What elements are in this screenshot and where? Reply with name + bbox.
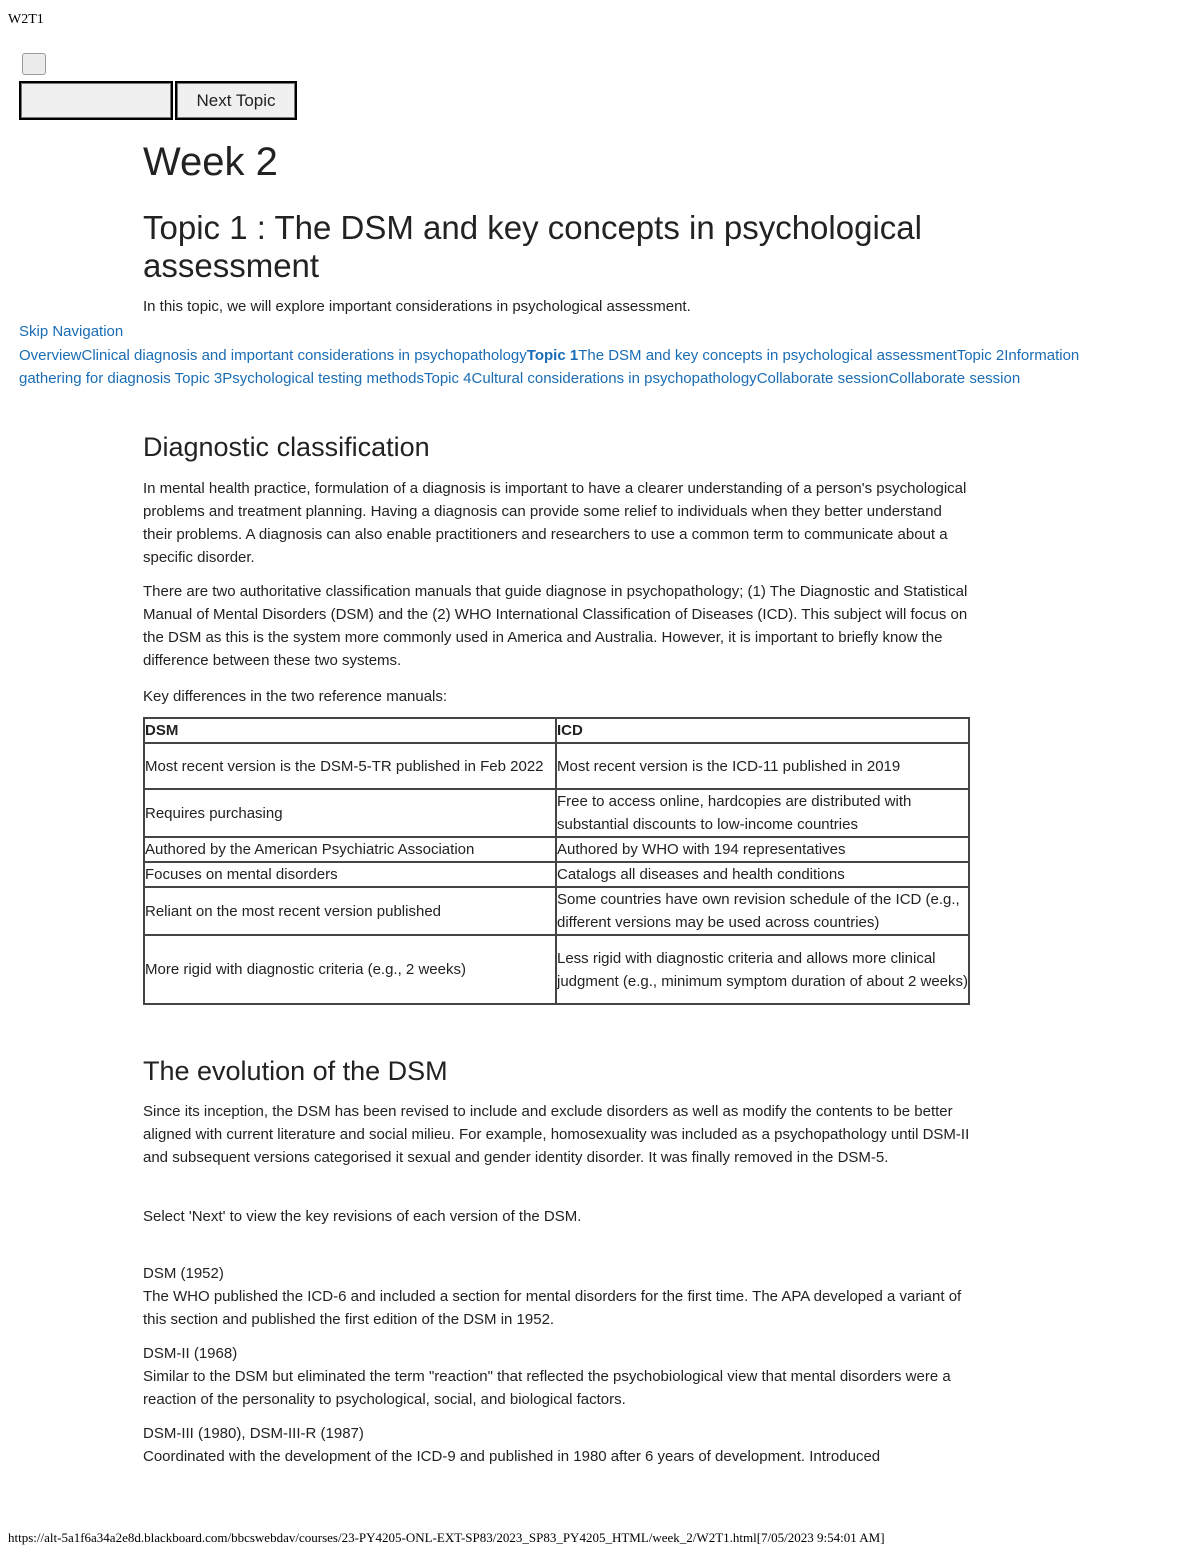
table-cell-dsm: More rigid with diagnostic criteria (e.g., 2 weeks) (144, 935, 556, 1004)
revision-item (143, 1262, 973, 1331)
nav-link-collaborate-session-1[interactable]: Collaborate session (756, 369, 889, 387)
revision-item (143, 1422, 973, 1468)
select-next-instruction: Select 'Next' to view the key revisions of each version of the DSM. (143, 1208, 582, 1225)
table-row (144, 935, 969, 1004)
nav-link-topic-4[interactable]: Topic 4 (423, 369, 472, 387)
table-cell-icd: Some countries have own revision schedule of the ICD (e.g., different versions may be used across countries) (556, 887, 969, 935)
revision-description: Coordinated with the development of the ICD-9 and published in 1980 after 6 years of development. Introduced (143, 1448, 881, 1465)
nav-link-overview[interactable]: Overview (19, 347, 82, 364)
revision-item (143, 1342, 973, 1411)
nav-link-information-gathering[interactable]: Information gathering for diagnosis (19, 347, 1080, 387)
revision-name: DSM-III (1980), DSM-III-R (1987) (143, 1425, 364, 1442)
nav-link-topic-2[interactable]: Topic 2 (956, 347, 1005, 364)
checkbox[interactable] (22, 53, 46, 75)
table-header-dsm: DSM (144, 718, 556, 743)
week-title: Week 2 (143, 140, 278, 184)
table-row (144, 743, 969, 789)
nav-link-topic-3[interactable]: Topic 3 (174, 369, 223, 387)
table-cell-dsm: Focuses on mental disorders (144, 862, 556, 887)
topic-navigation (19, 345, 1084, 390)
revision-description: Similar to the DSM but eliminated the term "reaction" that reflected the psychobiological view that mental disorders were a reaction of the personality to psychological, social, and biological factors. (143, 1368, 951, 1408)
table-cell-dsm: Authored by the American Psychiatric Association (144, 837, 556, 862)
dsm-icd-comparison-table (143, 717, 970, 1005)
topic-navigation-buttons (19, 81, 297, 120)
nav-link-dsm-key-concepts[interactable]: The DSM and key concepts in psychological assessment (578, 347, 957, 364)
skip-navigation-link[interactable]: Skip Navigation (19, 323, 124, 340)
table-cell-dsm: Requires purchasing (144, 789, 556, 837)
table-cell-dsm: Most recent version is the DSM-5-TR published in Feb 2022 (144, 743, 556, 789)
table-cell-icd: Free to access online, hardcopies are distributed with substantial discounts to low-income countries (556, 789, 969, 837)
topic-intro: In this topic, we will explore important considerations in psychological assessment. (143, 298, 691, 315)
revision-description: The WHO published the ICD-6 and included a section for mental disorders for the first time. The APA developed a variant of this section and published the first edition of the DSM in 1952. (143, 1288, 962, 1328)
dsm-revisions-list (143, 1262, 973, 1479)
table-cell-icd: Most recent version is the ICD-11 published in 2019 (556, 743, 969, 789)
table-row (144, 862, 969, 887)
table-row (144, 887, 969, 935)
previous-topic-button[interactable] (19, 81, 173, 120)
table-cell-icd: Less rigid with diagnostic criteria and allows more clinical judgment (e.g., minimum symptom duration of about 2 weeks) (556, 935, 969, 1004)
table-cell-icd: Catalogs all diseases and health conditions (556, 862, 969, 887)
diagnostic-classification-heading: Diagnostic classification (143, 432, 430, 462)
page-title: W2T1 (8, 12, 44, 27)
table-header-icd: ICD (556, 718, 969, 743)
table-row (144, 837, 969, 862)
table-header-row (144, 718, 969, 743)
diagnostic-paragraph-1: In mental health practice, formulation of a diagnosis is important to have a clearer understanding of a person's psychological problems and treatment planning. Having a diagnosis can provide some relief to individuals when they better understand their problems. A diagnosis can also enable practitioners and researchers to use a common term to communicate about a specific disorder. (143, 480, 967, 566)
nav-link-cultural-considerations[interactable]: Cultural considerations in psychopathology (471, 369, 757, 387)
diagnostic-paragraph-2: There are two authoritative classification manuals that guide diagnose in psychopathology; (1) The Diagnostic and Statistical Manual of Mental Disorders (DSM) and the (2) WHO International Classification of Diseases (ICD). This subject will focus on the DSM as this is the system more commonly used in America and Australia. However, it is important to briefly know the difference between these two systems. (143, 583, 968, 669)
revision-name: DSM-II (1968) (143, 1345, 238, 1362)
table-cell-icd: Authored by WHO with 194 representatives (556, 837, 969, 862)
next-topic-button[interactable]: Next Topic (175, 81, 297, 120)
evolution-paragraph: Since its inception, the DSM has been revised to include and exclude disorders as well as modify the contents to be better aligned with current literature and social milieu. For example, homosexuality was included as a psychopathology until DSM-II and subsequent versions categorised it sexual and gender identity disorder. It was finally removed in the DSM-5. (143, 1103, 970, 1166)
key-differences-intro: Key differences in the two reference manuals: (143, 688, 448, 705)
nav-link-topic-1[interactable]: Topic 1 (526, 347, 579, 364)
revision-name: DSM (1952) (143, 1265, 224, 1282)
table-row (144, 789, 969, 837)
nav-link-clinical-diagnosis[interactable]: Clinical diagnosis and important considerations in psychopathology (81, 347, 527, 364)
nav-link-collaborate-session-2[interactable]: Collaborate session (888, 369, 1021, 387)
footer-url: https://alt-5a1f6a34a2e8d.blackboard.com/bbcswebdav/courses/23-PY4205-ONL-EXT-SP83/2023_SP83_PY4205_HTML/week_2/W2T1.html[7/05/2023 9:54:01 AM] (8, 1530, 885, 1545)
dsm-evolution-heading: The evolution of the DSM (143, 1056, 448, 1086)
table-cell-dsm: Reliant on the most recent version published (144, 887, 556, 935)
topic-title: Topic 1 : The DSM and key concepts in psychological assessment (143, 209, 922, 284)
nav-link-psychological-testing[interactable]: Psychological testing methods (222, 369, 424, 387)
